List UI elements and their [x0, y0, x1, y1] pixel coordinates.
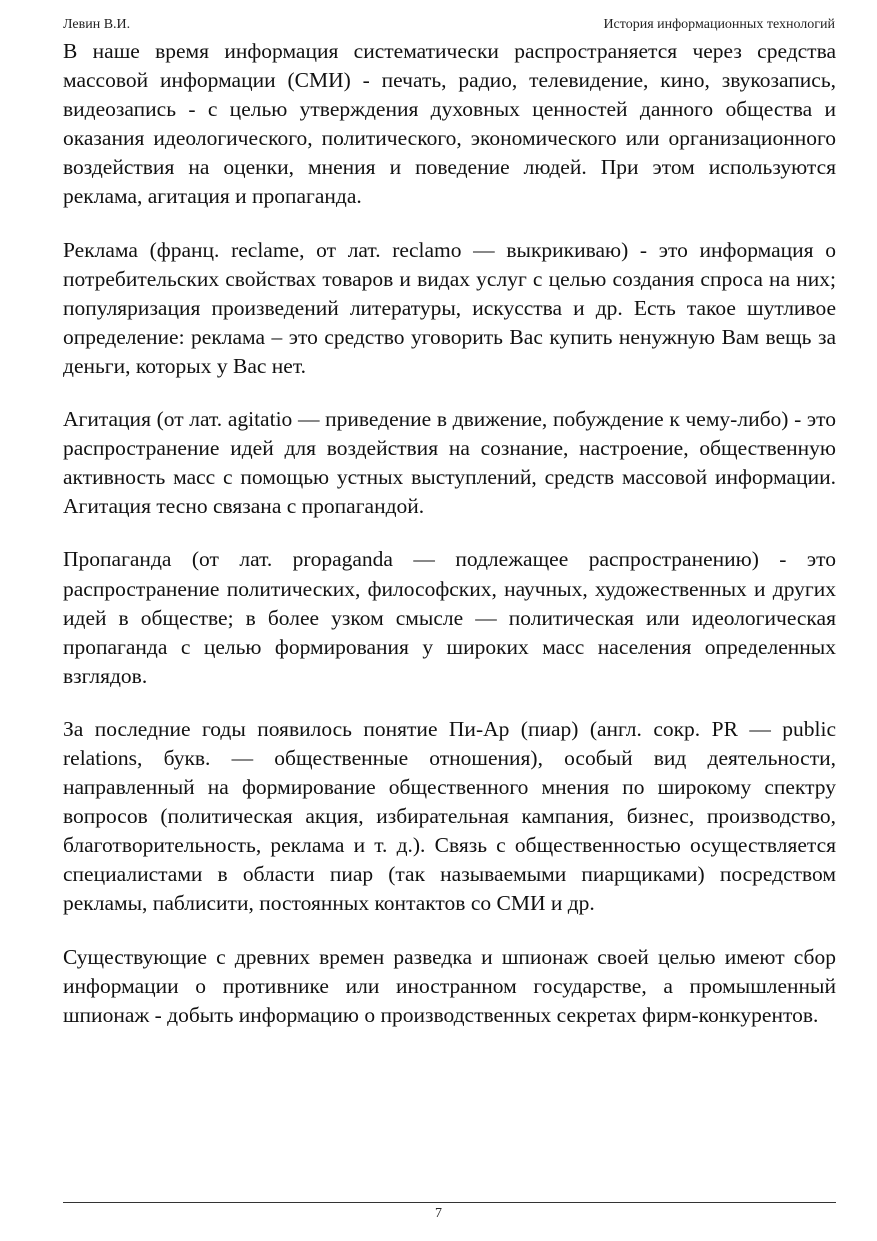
footer-divider — [63, 1202, 836, 1203]
paragraph-propaganda: Пропаганда (от лат. propaganda — подлежащее распространению) - это распространение политических, философских, научных, художественных и других идей в обществе; в более узком смысле — политическая или идеологическая пропаганда с целью формирования у широких масс населения определенных взглядов. — [63, 547, 836, 688]
paragraph-advertising: Реклама (франц. reclame, от лат. reclamo — выкрикиваю) - это информация о потребительских свойствах товаров и видах услуг с целью создания спроса на них; популяризация произведений литературы, искусства и др. Есть такое шутливое определение: реклама – это средство уговорить Вас купить ненужную Вам вещь за деньги, которых у Вас нет. — [63, 237, 836, 378]
paragraph-public-relations: За последние годы появилось понятие Пи-Ар (пиар) (англ. сокр. PR — public relations, букв. — общественные отношения), особый вид деятельности, направленный на формирование общественного мнения по широкому спектру вопросов (политическая акция, избирательная кампания, бизнес, производство, благотворительность, реклама и т. д.). Связь с общественностью осуществляется специалистами в области пиар (так называемыми пиарщиками) посредством рекламы, паблисити, постоянных контактов со СМИ и др. — [63, 716, 836, 916]
paragraph-agitation: Агитация (от лат. agitatio — приведение в движение, побуждение к чему-либо) - это распространение идей для воздействия на сознание, настроение, общественную активность масс с помощью устных выступлений, средств массовой информации. Агитация тесно связана с пропагандой. — [63, 407, 836, 519]
paragraph-espionage: Существующие с древних времен разведка и шпионаж своей целью имеют сбор информации о противнике или иностранном государстве, а промышленный шпионаж - добыть информацию о производственных секретах фирм-конкурентов. — [63, 944, 836, 1027]
header-author: Левин В.И. — [63, 17, 131, 32]
running-header — [63, 16, 835, 34]
body-text — [63, 37, 836, 1030]
header-book-title: История информационных технологий — [603, 17, 835, 32]
page-number: 7 — [435, 1206, 442, 1221]
paragraph-media: В наше время информация систематически распространяется через средства массовой информации (СМИ) - печать, радио, телевидение, кино, звукозапись, видеозапись - с целью утверждения духовных ценностей данного общества и оказания идеологического, политического, экономического или организационного воздействия на оценки, мнения и поведение людей. При этом используются реклама, агитация и пропаганда. — [63, 39, 836, 209]
